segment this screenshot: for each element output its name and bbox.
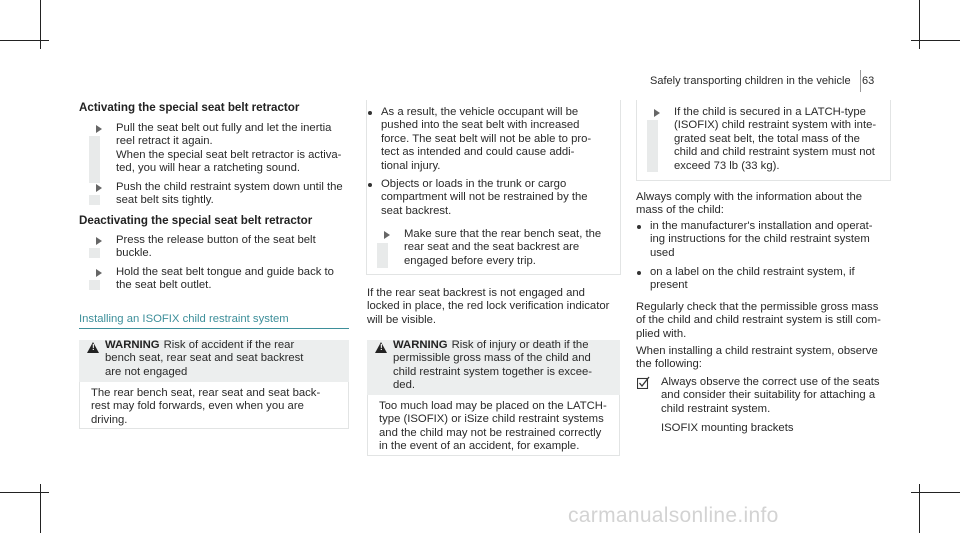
- warning-icon: !: [87, 342, 99, 353]
- link-underline: [79, 328, 349, 329]
- instruction-step: If the child is secured in a LATCH-type (ISOFIX) child restraint system with inte- grated seat belt, the total mass of the child and child restraint system must not exceed 73 lb (33 kg).: [664, 106, 899, 173]
- paragraph: If the rear seat backrest is not engaged and locked in place, the red lock verification indicator will be visible.: [367, 287, 610, 326]
- warning-body: The rear bench seat, rear seat and seat back- rest may fold forwards, even when you are driving.: [91, 387, 321, 426]
- step-marker-bar: [377, 243, 388, 268]
- bullet-item: on a label on the child restraint system, if present: [636, 266, 910, 293]
- warning-text: WARNING Risk of injury or death if the permissible gross mass of the child and child restraint system together is excee- ded.: [393, 339, 593, 392]
- running-header: Safely transporting children in the vehicle: [650, 75, 851, 87]
- bullet-item: in the manufacturer's installation and operat- ing instructions for the child restraint system used: [636, 220, 910, 260]
- warning-body: Too much load may be placed on the LATCH- type (ISOFIX) or iSize child restraint systems and the child may not be restrained correctly in the event of an accident, for example.: [379, 400, 607, 453]
- step-marker-bar: [89, 248, 100, 258]
- paragraph: Always comply with the information about the mass of the child:: [636, 191, 863, 217]
- paragraph: Regularly check that the permissible gross mass of the child and child restraint system is still com- plied with.: [636, 301, 881, 340]
- section-heading: Activating the special seat belt retractor: [79, 101, 300, 114]
- instruction-step: Push the child restraint system down until the seat belt sits tightly.: [106, 181, 366, 208]
- bullet-item: Objects or loads in the trunk or cargo compartment will not be restrained by the seat backrest.: [367, 178, 631, 218]
- cross-reference-link[interactable]: Installing an ISOFIX child restraint system: [79, 313, 289, 325]
- instruction-step: Make sure that the rear bench seat, the rear seat and the seat backrest are engaged before every trip.: [394, 228, 629, 268]
- checklist-subitem: ISOFIX mounting brackets: [661, 422, 794, 434]
- section-heading: Deactivating the special seat belt retractor: [79, 214, 313, 227]
- step-marker-bar: [647, 120, 658, 172]
- paragraph: When installing a child restraint system, observe the following:: [636, 345, 878, 371]
- step-marker-bar: [89, 136, 100, 183]
- instruction-step: Press the release button of the seat belt buckle.: [106, 234, 366, 261]
- page-number: 63: [862, 75, 875, 87]
- bullet-item: As a result, the vehicle occupant will be pushed into the seat belt with increased force. The seat belt will not be able to pro- tect as intended and could cause addi- tional injury.: [367, 106, 631, 173]
- instruction-step: Hold the seat belt tongue and guide back to the seat belt outlet.: [106, 266, 366, 293]
- watermark: carmanualsonline.info: [568, 504, 779, 527]
- header-rule: [860, 70, 861, 92]
- checkbox-icon: [637, 376, 650, 389]
- warning-text: WARNING Risk of accident if the rear bench seat, rear seat and seat backrest are not engaged: [105, 339, 304, 378]
- step-marker-bar: [89, 280, 100, 290]
- step-marker-bar: [89, 195, 100, 205]
- warning-icon: !: [375, 342, 387, 353]
- checklist-item: Always observe the correct use of the seats and consider their suitability for attaching a child restraint system.: [661, 376, 880, 415]
- instruction-step: Pull the seat belt out fully and let the inertia reel retract it again. When the special seat belt retractor is activa- ted, you will hear a ratcheting sound.: [106, 122, 366, 176]
